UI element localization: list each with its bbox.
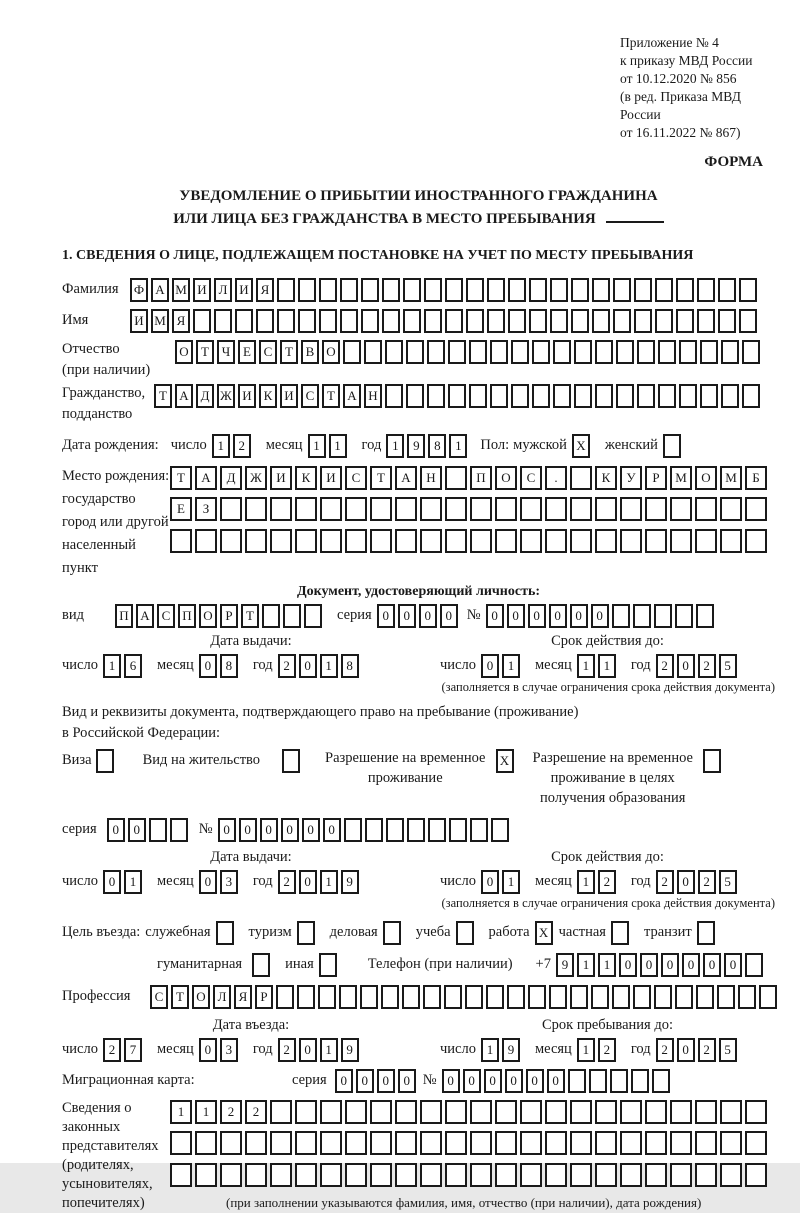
patronymic-label: Отчество bbox=[62, 341, 120, 357]
legal-reps-block bbox=[62, 1099, 775, 1213]
profession-boxes[interactable]: С Т О Л Я Р bbox=[150, 984, 780, 1009]
residence-doc-intro1: Вид и реквизиты документа, подтверждающего право на пребывание (проживание) bbox=[62, 704, 579, 720]
stay-month-boxes[interactable]: 1 2 bbox=[577, 1037, 619, 1062]
purpose-private-label: частная bbox=[558, 924, 606, 940]
temp-permit-label bbox=[325, 748, 485, 788]
phone-label: Телефон (при наличии) bbox=[367, 956, 513, 972]
birth-date-label: Дата рождения: bbox=[62, 437, 159, 453]
residence-doc-intro2: в Российской Федерации: bbox=[62, 725, 221, 741]
doc-kind-label: вид bbox=[62, 607, 84, 623]
edu-permit-label-line1: Разрешение на временное bbox=[532, 750, 693, 766]
patronymic-boxes[interactable]: О Т Ч Е С Т В О bbox=[175, 339, 763, 364]
residence-valid-day-boxes[interactable]: 0 1 bbox=[481, 869, 523, 894]
entry-month-boxes[interactable]: 0 3 bbox=[199, 1037, 241, 1062]
doc-issue-month-boxes[interactable]: 0 8 bbox=[199, 653, 241, 678]
entry-heading: Дата въезда: bbox=[212, 1017, 290, 1033]
birth-place-label2: государство bbox=[62, 491, 136, 507]
residence-doc-type-row bbox=[62, 748, 775, 808]
birth-place-label4: населенный пункт bbox=[62, 537, 136, 576]
patronymic-row bbox=[62, 339, 775, 381]
birth-day-boxes[interactable]: 1 2 bbox=[212, 433, 254, 458]
legal-reps-row1-boxes[interactable]: 1 1 2 2 bbox=[170, 1099, 770, 1124]
stay-day-label: число bbox=[440, 1041, 476, 1057]
doc-issue-day-label: число bbox=[62, 657, 98, 673]
temp-permit-label-line1: Разрешение на временное bbox=[325, 750, 486, 766]
entry-day-boxes[interactable]: 2 7 bbox=[103, 1037, 145, 1062]
phone-prefix: +7 bbox=[535, 956, 551, 972]
birth-year-label: год bbox=[361, 437, 382, 453]
appendix-reference bbox=[620, 34, 775, 142]
given-name-label: Имя bbox=[62, 312, 89, 328]
residence-valid-note: (заполняется в случае ограничения срока действия документа) bbox=[441, 896, 775, 910]
migration-number-label: № bbox=[422, 1072, 437, 1088]
form-title bbox=[62, 185, 775, 230]
citizenship-label2: подданство bbox=[62, 406, 133, 422]
doc-valid-day-boxes[interactable]: 0 1 bbox=[481, 653, 523, 678]
gender-label: Пол: bbox=[480, 437, 510, 453]
entry-year-boxes[interactable]: 2 0 1 9 bbox=[278, 1037, 362, 1062]
purpose-row2-phone bbox=[62, 952, 775, 977]
surname-row bbox=[62, 277, 775, 302]
doc-issue-month-label: месяц bbox=[156, 657, 194, 673]
legal-reps-note: (при заполнении указываются фамилия, имя, отчество (при наличии), дата рождения) bbox=[226, 1195, 702, 1211]
form-title-line2-text: ИЛИ ЛИЦА БЕЗ ГРАЖДАНСТВА В МЕСТО ПРЕБЫВАНИЯ bbox=[173, 211, 596, 227]
citizenship-label: Гражданство, bbox=[62, 385, 146, 401]
residence-number-label: № bbox=[198, 821, 213, 837]
surname-label: Фамилия bbox=[62, 281, 119, 297]
migration-series-label: серия bbox=[292, 1072, 327, 1088]
residence-issue-year-boxes[interactable]: 2 0 1 9 bbox=[278, 869, 362, 894]
entry-year-label: год bbox=[252, 1041, 273, 1057]
purpose-official-label: служебная bbox=[145, 924, 211, 940]
doc-valid-year-label: год bbox=[630, 657, 651, 673]
identity-doc-dates bbox=[62, 632, 775, 695]
residence-doc-dates bbox=[62, 848, 775, 911]
visa-checkbox[interactable] bbox=[96, 748, 117, 773]
purpose-other-checkbox[interactable] bbox=[319, 952, 340, 977]
stay-year-boxes[interactable]: 2 0 2 5 bbox=[656, 1037, 740, 1062]
given-name-row bbox=[62, 308, 775, 333]
edu-permit-label-line3: получения образования bbox=[540, 790, 686, 806]
temp-permit-checkbox[interactable]: X bbox=[496, 748, 517, 773]
citizenship-boxes[interactable]: Т А Д Ж И К И С Т А Н bbox=[154, 383, 763, 408]
legal-reps-row3-boxes[interactable] bbox=[170, 1162, 770, 1187]
title-underline bbox=[606, 207, 664, 223]
residence-issue-month-label: месяц bbox=[156, 873, 194, 889]
doc-issue-heading: Дата выдачи: bbox=[210, 633, 292, 649]
doc-series-boxes[interactable]: 0 0 0 0 bbox=[377, 603, 461, 628]
phone-boxes[interactable]: 9 1 1 0 0 0 0 0 0 bbox=[556, 952, 766, 977]
identity-doc-heading: Документ, удостоверяющий личность: bbox=[296, 584, 541, 599]
purpose-humanitarian-checkbox[interactable] bbox=[252, 952, 273, 977]
residence-valid-day-label: число bbox=[440, 873, 476, 889]
residence-issue-day-boxes[interactable]: 0 1 bbox=[103, 869, 145, 894]
stay-heading: Срок пребывания до: bbox=[542, 1017, 673, 1033]
residence-valid-month-label: месяц bbox=[534, 873, 572, 889]
doc-issue-year-boxes[interactable]: 2 0 1 8 bbox=[278, 653, 362, 678]
entry-month-label: месяц bbox=[156, 1041, 194, 1057]
forma-label: ФОРМА bbox=[704, 154, 763, 170]
purpose-transit-checkbox[interactable] bbox=[697, 920, 718, 945]
edu-permit-checkbox[interactable] bbox=[703, 748, 724, 773]
stay-year-label: год bbox=[630, 1041, 651, 1057]
doc-issue-year-label: год bbox=[252, 657, 273, 673]
residence-issue-heading: Дата выдачи: bbox=[210, 849, 292, 865]
birth-place-label3: город или другой bbox=[62, 514, 169, 530]
birth-date-row bbox=[62, 433, 775, 458]
purpose-study-checkbox[interactable] bbox=[456, 920, 477, 945]
doc-number-label: № bbox=[466, 607, 481, 623]
appendix-line-5: от 16.11.2022 № 867) bbox=[620, 125, 741, 140]
doc-valid-month-label: месяц bbox=[534, 657, 572, 673]
surname-boxes[interactable]: Ф А М И Л И Я bbox=[130, 277, 760, 302]
birth-place-row1-boxes[interactable]: Т А Д Ж И К И С Т А Н П О С . К У Р М О М Б bbox=[170, 465, 770, 490]
legal-reps-label-1: Сведения о bbox=[62, 1100, 132, 1116]
purpose-private-checkbox[interactable] bbox=[611, 920, 632, 945]
doc-valid-note: (заполняется в случае ограничения срока действия документа) bbox=[441, 680, 775, 694]
residence-number-boxes[interactable]: 0 0 0 0 0 0 bbox=[218, 817, 512, 842]
purpose-work-label: работа bbox=[488, 924, 530, 940]
edu-permit-label-line2: проживание в целях bbox=[550, 770, 675, 786]
form-title-line1: УВЕДОМЛЕНИЕ О ПРИБЫТИИ ИНОСТРАННОГО ГРАЖДАНИНА bbox=[179, 188, 658, 204]
appendix-line-3: от 10.12.2020 № 856 bbox=[620, 71, 737, 86]
visa-label: Виза bbox=[62, 752, 92, 768]
doc-valid-month-boxes[interactable]: 1 1 bbox=[577, 653, 619, 678]
gender-female-label: женский bbox=[604, 437, 658, 453]
legal-reps-label-4: (родителях, bbox=[62, 1157, 134, 1173]
doc-valid-day-label: число bbox=[440, 657, 476, 673]
birth-day-label: число bbox=[170, 437, 207, 453]
purpose-work-checkbox[interactable]: X bbox=[535, 920, 556, 945]
doc-valid-year-boxes[interactable]: 2 0 2 5 bbox=[656, 653, 740, 678]
identity-doc-row bbox=[62, 603, 775, 628]
purpose-row bbox=[62, 920, 775, 945]
gender-female-checkbox[interactable] bbox=[663, 433, 684, 458]
birth-place-row2-boxes[interactable]: Е З bbox=[170, 497, 770, 522]
birth-year-boxes[interactable]: 1 9 8 1 bbox=[386, 433, 470, 458]
birth-month-boxes[interactable]: 1 1 bbox=[308, 433, 350, 458]
appendix-line-2: к приказу МВД России bbox=[620, 53, 753, 68]
patronymic-label2: (при наличии) bbox=[62, 362, 151, 378]
appendix-line-1: Приложение № 4 bbox=[620, 35, 719, 50]
appendix-line-4: (в ред. Приказа МВД России bbox=[620, 89, 741, 122]
purpose-other-label: иная bbox=[285, 956, 314, 972]
residence-valid-month-boxes[interactable]: 1 2 bbox=[577, 869, 619, 894]
residence-valid-heading: Срок действия до: bbox=[551, 849, 664, 865]
gender-male-label: мужской bbox=[513, 437, 567, 453]
edu-permit-label bbox=[533, 748, 693, 808]
given-name-boxes[interactable]: И М Я bbox=[130, 308, 760, 333]
section1-heading: 1. СВЕДЕНИЯ О ЛИЦЕ, ПОДЛЕЖАЩЕМ ПОСТАНОВКЕ НА УЧЕТ ПО МЕСТУ ПРЕБЫВАНИЯ bbox=[62, 248, 694, 263]
residence-issue-month-boxes[interactable]: 0 3 bbox=[199, 869, 241, 894]
birth-month-label: месяц bbox=[265, 437, 303, 453]
purpose-tourism-checkbox[interactable] bbox=[297, 920, 318, 945]
purpose-label: Цель въезда: bbox=[62, 924, 141, 940]
legal-reps-label-5: усыновителях, bbox=[62, 1176, 153, 1192]
gender-male-checkbox[interactable]: X bbox=[572, 433, 593, 458]
residence-issue-year-label: год bbox=[252, 873, 273, 889]
profession-row bbox=[62, 984, 775, 1009]
migration-number-boxes[interactable]: 0 0 0 0 0 0 bbox=[442, 1068, 673, 1093]
temp-permit-label-line2: проживание bbox=[367, 770, 443, 786]
residence-series-label: серия bbox=[62, 821, 97, 837]
stay-day-boxes[interactable]: 1 9 bbox=[481, 1037, 523, 1062]
purpose-transit-label: транзит bbox=[643, 924, 692, 940]
doc-valid-heading: Срок действия до: bbox=[551, 633, 664, 649]
residence-valid-year-label: год bbox=[630, 873, 651, 889]
profession-label: Профессия bbox=[62, 988, 131, 1004]
entry-day-label: число bbox=[62, 1041, 98, 1057]
residence-permit-label: Вид на жительство bbox=[142, 752, 261, 768]
birth-place-label: Место рождения: bbox=[62, 468, 170, 484]
residence-valid-year-boxes[interactable]: 2 0 2 5 bbox=[656, 869, 740, 894]
legal-reps-row2-boxes[interactable] bbox=[170, 1131, 770, 1156]
residence-permit-checkbox[interactable] bbox=[282, 748, 303, 773]
citizenship-row bbox=[62, 383, 775, 425]
residence-series-boxes[interactable]: 0 0 bbox=[107, 817, 191, 842]
purpose-humanitarian-label: гуманитарная bbox=[157, 956, 243, 972]
migration-card-label: Миграционная карта: bbox=[62, 1072, 195, 1088]
legal-reps-label-6: попечителях) bbox=[62, 1195, 145, 1211]
purpose-business-checkbox[interactable] bbox=[383, 920, 404, 945]
birth-place-row3-boxes[interactable] bbox=[170, 528, 770, 553]
doc-series-label: серия bbox=[337, 607, 372, 623]
residence-doc-number-row bbox=[62, 817, 775, 842]
legal-reps-label-2: законных bbox=[62, 1119, 121, 1135]
doc-kind-boxes[interactable]: П А С П О Р Т bbox=[115, 603, 325, 628]
purpose-study-label: учеба bbox=[415, 924, 451, 940]
purpose-tourism-label: туризм bbox=[248, 924, 292, 940]
doc-issue-day-boxes[interactable]: 1 6 bbox=[103, 653, 145, 678]
purpose-official-checkbox[interactable] bbox=[216, 920, 237, 945]
doc-number-boxes[interactable]: 0 0 0 0 0 0 bbox=[486, 603, 717, 628]
purpose-business-label: деловая bbox=[329, 924, 378, 940]
migration-card-row bbox=[62, 1068, 775, 1093]
birth-place-block bbox=[62, 465, 775, 580]
entry-dates bbox=[62, 1016, 775, 1062]
form-title-line2 bbox=[62, 207, 775, 230]
stay-month-label: месяц bbox=[534, 1041, 572, 1057]
migration-series-boxes[interactable]: 0 0 0 0 bbox=[335, 1068, 419, 1093]
residence-issue-day-label: число bbox=[62, 873, 98, 889]
legal-reps-label-3: представителях bbox=[62, 1138, 159, 1154]
